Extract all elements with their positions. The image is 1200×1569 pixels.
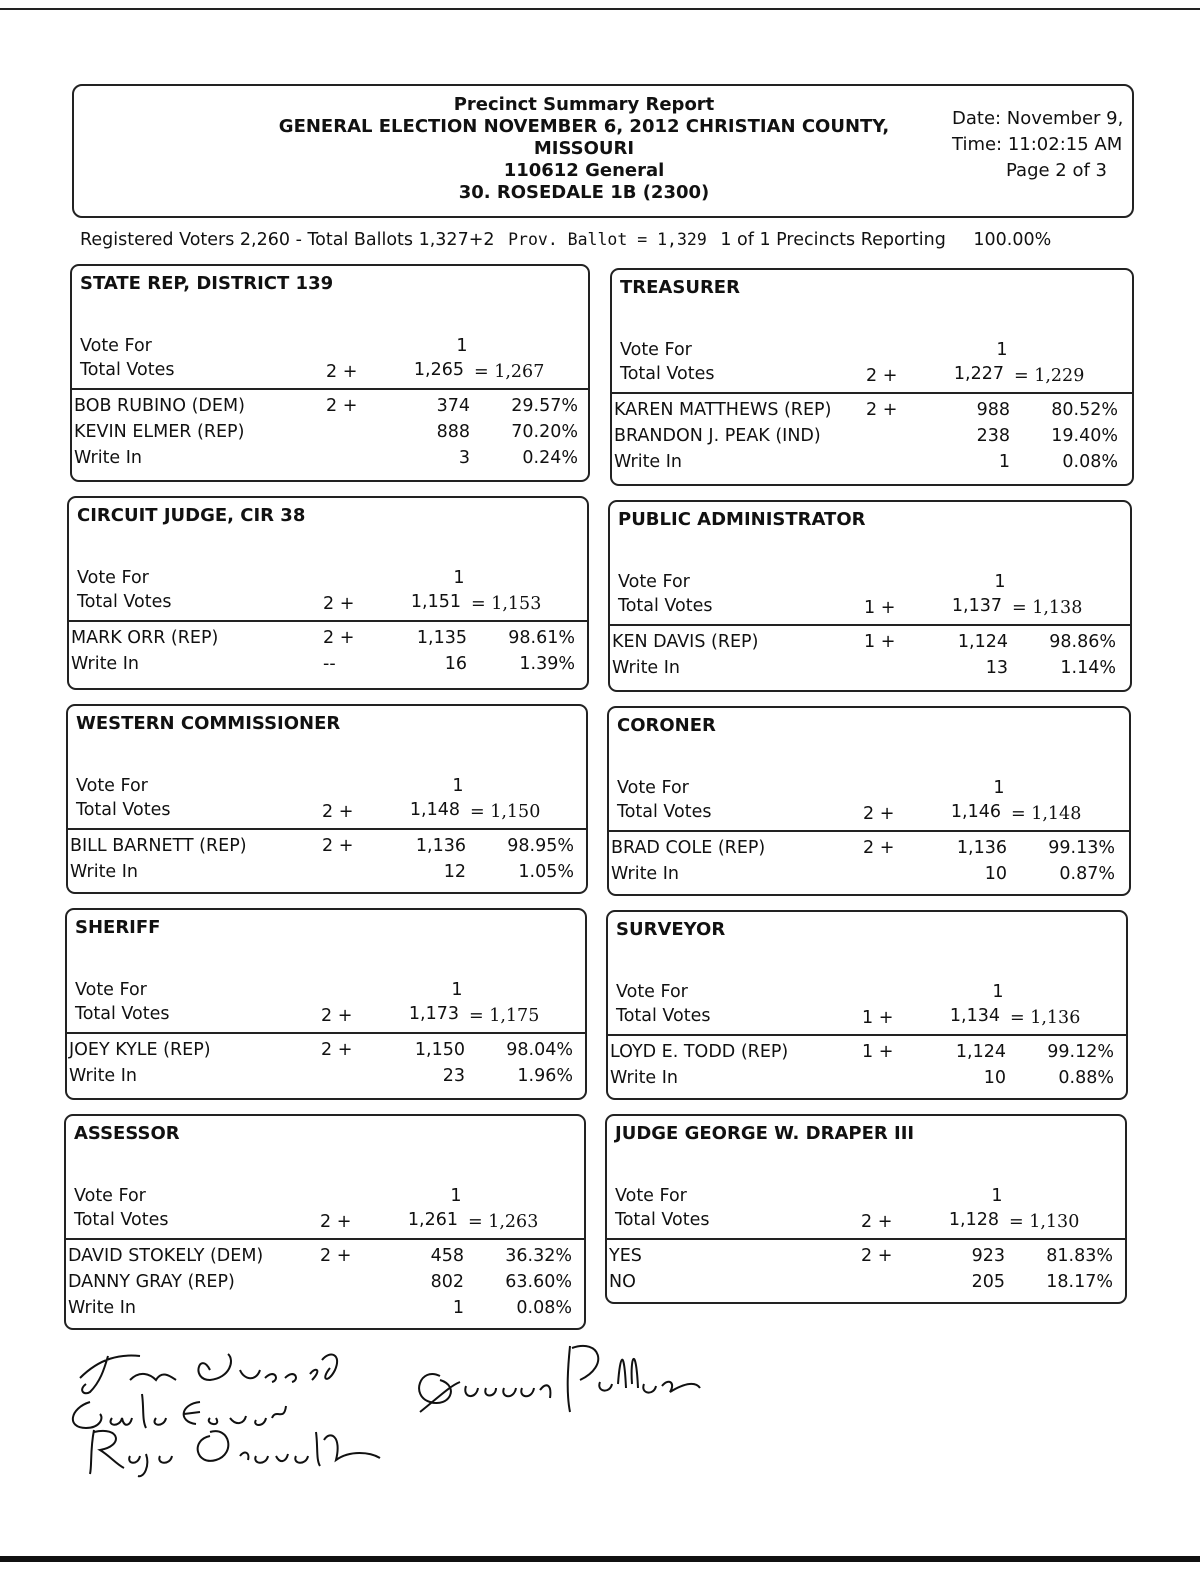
candidate-name: Write In <box>610 1068 679 1088</box>
candidate-provisional: 2 + <box>321 1040 353 1060</box>
vote-for-count: 1 <box>992 982 1004 1002</box>
candidate-name: KEVIN ELMER (REP) <box>74 422 245 442</box>
total-votes-value: 1,146 <box>950 802 1001 822</box>
candidate-name: Write In <box>74 448 143 468</box>
header-title-block <box>234 94 934 204</box>
total-votes-value: 1,261 <box>407 1210 458 1230</box>
registered-voters: Registered Voters 2,260 - Total Ballots 1,327+2 <box>80 230 495 250</box>
candidate-votes: 13 <box>985 658 1008 678</box>
total-votes-value: 1,128 <box>948 1210 999 1230</box>
registration-summary <box>80 230 1059 250</box>
candidate-votes: 1 <box>998 452 1010 472</box>
candidate-percent: 0.08% <box>516 1298 572 1318</box>
candidate-votes: 10 <box>983 1068 1006 1088</box>
candidate-row <box>72 448 588 474</box>
candidate-provisional: 2 + <box>861 1246 893 1266</box>
vote-for-label: Vote For <box>75 980 147 1000</box>
vote-for-count: 1 <box>996 340 1008 360</box>
candidate-votes: 988 <box>976 400 1010 420</box>
total-votes-label: Total Votes <box>77 592 172 612</box>
candidate-provisional: 2 + <box>323 628 355 648</box>
candidate-provisional: 2 + <box>320 1246 352 1266</box>
candidate-provisional: -- <box>323 654 336 674</box>
election-line-1: GENERAL ELECTION NOVEMBER 6, 2012 CHRISTIAN COUNTY, <box>278 116 890 137</box>
candidate-name: BRANDON J. PEAK (IND) <box>614 426 821 446</box>
candidate-votes: 3 <box>458 448 470 468</box>
header-rule <box>68 828 586 830</box>
contest-title: SHERIFF <box>75 917 161 938</box>
contest-title: CIRCUIT JUDGE, CIR 38 <box>77 505 306 526</box>
candidate-votes: 1,136 <box>956 838 1007 858</box>
total-provisional: 2 + <box>323 594 355 614</box>
candidate-name: NO <box>609 1272 636 1292</box>
contest-box <box>610 268 1134 486</box>
candidate-percent: 98.61% <box>508 628 575 648</box>
contest-box <box>608 500 1132 692</box>
contest-title: SURVEYOR <box>616 919 726 940</box>
candidate-percent: 81.83% <box>1046 1246 1113 1266</box>
contest-title: PUBLIC ADMINISTRATOR <box>618 509 866 530</box>
candidate-provisional: 2 + <box>326 396 358 416</box>
candidate-votes: 16 <box>444 654 467 674</box>
candidate-votes: 1,124 <box>957 632 1008 652</box>
candidate-row <box>67 1066 585 1092</box>
candidate-percent: 70.20% <box>511 422 578 442</box>
contest-box <box>605 1114 1127 1304</box>
candidate-votes: 923 <box>971 1246 1005 1266</box>
candidate-votes: 1 <box>452 1298 464 1318</box>
candidate-name: DANNY GRAY (REP) <box>68 1272 235 1292</box>
candidate-percent: 98.95% <box>507 836 574 856</box>
vote-for-label: Vote For <box>615 1186 687 1206</box>
vote-for-label: Vote For <box>77 568 149 588</box>
total-provisional: 2 + <box>863 804 895 824</box>
header-rule <box>608 1034 1126 1036</box>
provisional-ballots: Prov. Ballot = 1,329 <box>508 230 707 249</box>
candidate-percent: 1.14% <box>1060 658 1116 678</box>
total-votes-label: Total Votes <box>80 360 175 380</box>
header-rule <box>610 624 1130 626</box>
total-votes-adjusted: = 1,130 <box>1009 1212 1080 1232</box>
candidate-name: BILL BARNETT (REP) <box>70 836 247 856</box>
reporting-percent: 100.00% <box>973 230 1052 250</box>
candidate-row <box>610 658 1130 684</box>
candidate-percent: 1.96% <box>517 1066 573 1086</box>
candidate-name: KAREN MATTHEWS (REP) <box>614 400 832 420</box>
vote-for-label: Vote For <box>620 340 692 360</box>
vote-for-label: Vote For <box>80 336 152 356</box>
candidate-name: Write In <box>69 1066 138 1086</box>
contest-box <box>65 908 587 1100</box>
candidate-percent: 0.24% <box>522 448 578 468</box>
candidate-votes: 1,136 <box>415 836 466 856</box>
total-votes-value: 1,227 <box>953 364 1004 384</box>
candidate-votes: 205 <box>971 1272 1005 1292</box>
candidate-votes: 888 <box>436 422 470 442</box>
candidate-percent: 29.57% <box>511 396 578 416</box>
candidate-row <box>612 400 1132 426</box>
total-votes-adjusted: = 1,263 <box>468 1212 539 1232</box>
vote-for-label: Vote For <box>617 778 689 798</box>
report-time: Time: 11:02:15 AM <box>952 134 1123 155</box>
candidate-percent: 0.88% <box>1058 1068 1114 1088</box>
total-provisional: 2 + <box>322 802 354 822</box>
candidate-row <box>609 838 1129 864</box>
candidate-name: Write In <box>611 864 680 884</box>
candidate-votes: 1,135 <box>416 628 467 648</box>
contest-title: JUDGE GEORGE W. DRAPER III <box>615 1123 915 1144</box>
candidate-row <box>69 628 587 654</box>
header-rule <box>69 620 587 622</box>
candidate-row <box>69 654 587 680</box>
total-provisional: 1 + <box>862 1008 894 1028</box>
candidate-percent: 1.39% <box>519 654 575 674</box>
candidate-row <box>68 836 586 862</box>
signature-rojene-drewelt <box>80 1420 400 1480</box>
vote-for-count: 1 <box>994 572 1006 592</box>
total-votes-label: Total Votes <box>618 596 713 616</box>
total-votes-adjusted: = 1,150 <box>470 802 541 822</box>
total-votes-adjusted: = 1,148 <box>1011 804 1082 824</box>
header-rule <box>607 1238 1125 1240</box>
total-votes-value: 1,151 <box>410 592 461 612</box>
candidate-percent: 1.05% <box>518 862 574 882</box>
candidate-row <box>612 426 1132 452</box>
header-rule <box>72 388 588 390</box>
contest-title: TREASURER <box>620 277 740 298</box>
contest-box <box>70 264 590 482</box>
vote-for-count: 1 <box>993 778 1005 798</box>
candidate-percent: 99.13% <box>1048 838 1115 858</box>
header-meta <box>952 106 1132 184</box>
candidate-row <box>607 1272 1125 1298</box>
total-provisional: 1 + <box>864 598 896 618</box>
total-votes-label: Total Votes <box>76 800 171 820</box>
total-votes-adjusted: = 1,136 <box>1010 1008 1081 1028</box>
contest-title: WESTERN COMMISSIONER <box>76 713 341 734</box>
candidate-percent: 99.12% <box>1047 1042 1114 1062</box>
contest-title: STATE REP, DISTRICT 139 <box>80 273 334 294</box>
total-votes-value: 1,265 <box>413 360 464 380</box>
candidate-name: KEN DAVIS (REP) <box>612 632 759 652</box>
page-number: Page 2 of 3 <box>1006 160 1107 181</box>
candidate-votes: 1,124 <box>955 1042 1006 1062</box>
candidate-name: Write In <box>614 452 683 472</box>
report-date: Date: November 9, <box>952 108 1124 129</box>
precincts-reporting: 1 of 1 Precincts Reporting <box>720 230 946 250</box>
signature-susan-powell <box>400 1336 720 1426</box>
total-votes-adjusted: = 1,229 <box>1014 366 1085 386</box>
candidate-name: Write In <box>612 658 681 678</box>
candidate-provisional: 2 + <box>322 836 354 856</box>
total-votes-label: Total Votes <box>615 1210 710 1230</box>
candidate-percent: 98.04% <box>506 1040 573 1060</box>
total-provisional: 2 + <box>321 1006 353 1026</box>
total-votes-adjusted: = 1,175 <box>469 1006 540 1026</box>
vote-for-count: 1 <box>456 336 468 356</box>
vote-for-count: 1 <box>453 568 465 588</box>
contest-box <box>606 910 1128 1100</box>
candidate-row <box>607 1246 1125 1272</box>
total-provisional: 2 + <box>320 1212 352 1232</box>
candidate-provisional: 1 + <box>862 1042 894 1062</box>
candidate-row <box>608 1068 1126 1094</box>
header-rule <box>66 1238 584 1240</box>
total-provisional: 2 + <box>861 1212 893 1232</box>
candidate-row <box>66 1298 584 1324</box>
candidate-row <box>66 1272 584 1298</box>
candidate-provisional: 2 + <box>863 838 895 858</box>
total-votes-adjusted: = 1,153 <box>471 594 542 614</box>
candidate-percent: 0.87% <box>1059 864 1115 884</box>
header-rule <box>612 392 1132 394</box>
report-title: Precinct Summary Report <box>453 94 715 115</box>
candidate-percent: 18.17% <box>1046 1272 1113 1292</box>
total-votes-label: Total Votes <box>617 802 712 822</box>
candidate-row <box>72 396 588 422</box>
candidate-votes: 23 <box>442 1066 465 1086</box>
candidate-name: Write In <box>71 654 140 674</box>
vote-for-label: Vote For <box>616 982 688 1002</box>
candidate-name: JOEY KYLE (REP) <box>69 1040 211 1060</box>
candidate-row <box>608 1042 1126 1068</box>
total-votes-value: 1,137 <box>951 596 1002 616</box>
candidate-name: YES <box>609 1246 642 1266</box>
vote-for-count: 1 <box>991 1186 1003 1206</box>
candidate-percent: 19.40% <box>1051 426 1118 446</box>
contest-box <box>607 706 1131 896</box>
top-edge-line <box>0 8 1200 10</box>
candidate-row <box>612 452 1132 478</box>
vote-for-count: 1 <box>452 776 464 796</box>
candidate-name: BRAD COLE (REP) <box>611 838 766 858</box>
election-code: 110612 General <box>503 160 665 181</box>
header-rule <box>67 1032 585 1034</box>
candidate-name: BOB RUBINO (DEM) <box>74 396 245 416</box>
election-line-2: MISSOURI <box>533 138 635 159</box>
vote-for-label: Vote For <box>618 572 690 592</box>
candidate-provisional: 1 + <box>864 632 896 652</box>
candidate-percent: 0.08% <box>1062 452 1118 472</box>
total-votes-label: Total Votes <box>616 1006 711 1026</box>
candidate-row <box>68 862 586 888</box>
bottom-edge-line <box>0 1556 1200 1562</box>
total-votes-value: 1,134 <box>949 1006 1000 1026</box>
total-votes-value: 1,173 <box>408 1004 459 1024</box>
candidate-name: Write In <box>70 862 139 882</box>
candidate-votes: 802 <box>430 1272 464 1292</box>
candidate-votes: 12 <box>443 862 466 882</box>
report-header <box>72 84 1134 218</box>
contest-box <box>67 496 589 690</box>
candidate-percent: 80.52% <box>1051 400 1118 420</box>
candidate-percent: 63.60% <box>505 1272 572 1292</box>
candidate-percent: 36.32% <box>505 1246 572 1266</box>
precinct-name: 30. ROSEDALE 1B (2300) <box>458 182 710 203</box>
candidate-votes: 374 <box>436 396 470 416</box>
candidate-name: MARK ORR (REP) <box>71 628 219 648</box>
vote-for-label: Vote For <box>76 776 148 796</box>
total-votes-value: 1,148 <box>409 800 460 820</box>
total-votes-adjusted: = 1,138 <box>1012 598 1083 618</box>
candidate-percent: 98.86% <box>1049 632 1116 652</box>
total-provisional: 2 + <box>326 362 358 382</box>
contest-box <box>64 1114 586 1330</box>
contest-box <box>66 704 588 894</box>
candidate-name: DAVID STOKELY (DEM) <box>68 1246 264 1266</box>
candidate-votes: 238 <box>976 426 1010 446</box>
total-votes-label: Total Votes <box>75 1004 170 1024</box>
total-votes-label: Total Votes <box>74 1210 169 1230</box>
total-votes-label: Total Votes <box>620 364 715 384</box>
vote-for-count: 1 <box>451 980 463 1000</box>
candidate-name: Write In <box>68 1298 137 1318</box>
contest-title: CORONER <box>617 715 716 736</box>
candidate-row <box>67 1040 585 1066</box>
candidate-row <box>72 422 588 448</box>
vote-for-count: 1 <box>450 1186 462 1206</box>
candidate-votes: 10 <box>984 864 1007 884</box>
vote-for-label: Vote For <box>74 1186 146 1206</box>
candidate-row <box>610 632 1130 658</box>
candidate-provisional: 2 + <box>866 400 898 420</box>
contest-title: ASSESSOR <box>74 1123 180 1144</box>
candidate-votes: 458 <box>430 1246 464 1266</box>
header-rule <box>609 830 1129 832</box>
candidate-name: LOYD E. TODD (REP) <box>610 1042 789 1062</box>
total-provisional: 2 + <box>866 366 898 386</box>
total-votes-adjusted: = 1,267 <box>474 362 545 382</box>
candidate-row <box>66 1246 584 1272</box>
candidate-row <box>609 864 1129 890</box>
candidate-votes: 1,150 <box>414 1040 465 1060</box>
